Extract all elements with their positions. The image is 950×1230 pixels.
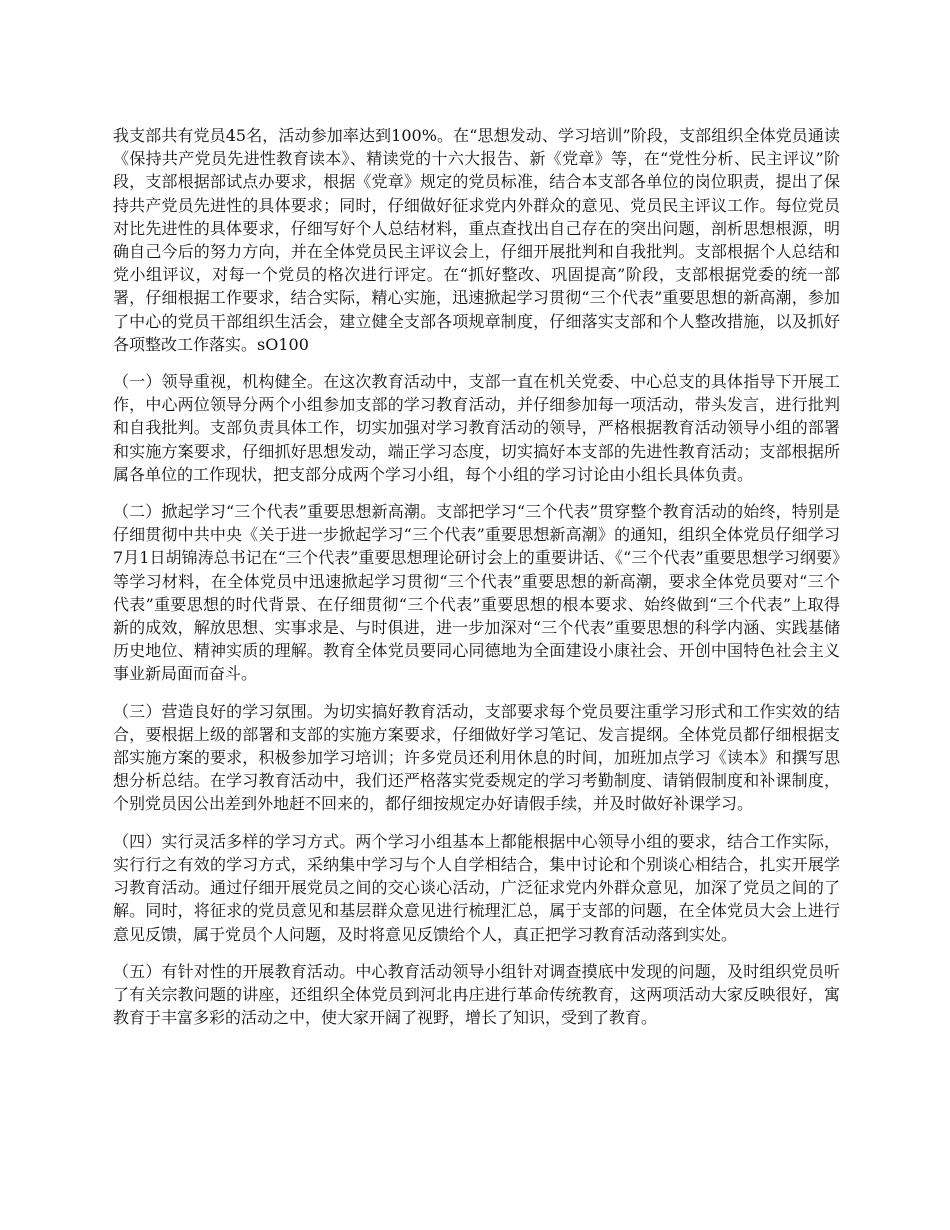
- paragraph-three-represents: （二）掀起学习“三个代表”重要思想新高潮。支部把学习“三个代表”贯穿整个教育活动的始终，特别是仔细贯彻中共中央《关于进一步掀起学习“三个代表”重要思想新高潮》的通知，组织全体党员仔细学习7月1日胡锦涛总书记在“三个代表”重要思想理论研讨会上的重要讲话、《“三个代表”重要思想学习纲要》等学习材料，在全体党员中迅速掀起学习贯彻“三个代表”重要思想的新高潮，要求全体党员要对“三个代表”重要思想的时代背景、在仔细贯彻“三个代表”重要思想的根本要求、始终做到“三个代表”上取得新的成效，解放思想、实事求是、与时俱进，进一步加深对“三个代表”重要思想的科学内涵、实践基储历史地位、精神实质的理解。教育全体党员要同心同德地为全面建设小康社会、开创中国特色社会主义事业新局面而奋斗。: [113, 502, 840, 684]
- paragraph-study-methods: （四）实行灵活多样的学习方式。两个学习小组基本上都能根据中心领导小组的要求，结合工作实际，实行行之有效的学习方式，采纳集中学习与个人自学相结合，集中讨论和个别谈心相结合，扎实开展学习教育活动。通过仔细开展党员之间的交心谈心活动，广泛征求党内外群众意见，加深了党员之间的了解。同时，将征求的党员意见和基层群众意见进行梳理汇总，属于支部的问题，在全体党员大会上进行意见反馈，属于党员个人问题，及时将意见反馈给个人，真正把学习教育活动落到实处。: [113, 831, 840, 944]
- paragraph-leadership: （一）领导重视，机构健全。在这次教育活动中，支部一直在机关党委、中心总支的具体指导下开展工作，中心两位领导分两个小组参加支部的学习教育活动，并仔细参加每一项活动，带头发言，进行批判和自我批判。支部负责具体工作，切实加强对学习教育活动的领导，严格根据教育活动领导小组的部署和实施方案要求，仔细抓好思想发动，端正学习态度，切实搞好本支部的先进性教育活动；支部根据所属各单位的工作现状，把支部分成两个学习小组，每个小组的学习讨论由小组长具体负责。: [113, 372, 840, 484]
- paragraph-targeted-activities: （五）有针对性的开展教育活动。中心教育活动领导小组针对调查摸底中发现的问题，及时组织党员听了有关宗教问题的讲座，还组织全体党员到河北冉庄进行革命传统教育，这两项活动大家反映很好，寓教育于丰富多彩的活动之中，使大家开阔了视野，增长了知识，受到了教育。: [113, 961, 840, 1028]
- paragraph-summary: 我支部共有党员45名，活动参加率达到100%。在“思想发动、学习培训”阶段，支部组织全体党员通读《保持共产党员先进性教育读本》、精读党的十六大报告、新《党章》等，在“党性分析、民主评议”阶段，支部根据部试点办要求，根据《党章》规定的党员标准，结合本支部各单位的岗位职责，提出了保持共产党员先进性的具体要求；同时，仔细做好征求党内外群众的意见、党员民主评议工作。每位党员对比先进性的具体要求，仔细写好个人总结材料，重点查找出自己存在的突出问题，剖析思想根源，明确自己今后的努力方向，并在全体党员民主评议会上，仔细开展批判和自我批判。支部根据个人总结和党小组评议，对每一个党员的格次进行评定。在“抓好整改、巩固提高”阶段，支部根据党委的统一部署，仔细根据工作要求，结合实际，精心实施，迅速掀起学习贯彻“三个代表”重要思想的新高潮，参加了中心的党员干部组织生活会，建立健全支部各项规章制度，仔细落实支部和个人整改措施，以及抓好各项整改工作落实。sO100: [113, 126, 840, 354]
- paragraph-study-atmosphere: （三）营造良好的学习氛围。为切实搞好教育活动，支部要求每个党员要注重学习形式和工作实效的结合，要根据上级的部署和支部的实施方案要求，仔细做好学习笔记、发言提纲。全体党员都仔细根据支部实施方案的要求，积极参加学习培训；许多党员还利用休息的时间，加班加点学习《读本》和撰写思想分析总结。在学习教育活动中，我们还严格落实党委规定的学习考勤制度、请销假制度和补课制度，个别党员因公出差到外地赶不回来的，都仔细按规定办好请假手续，并及时做好补课学习。: [113, 701, 840, 814]
- document-body: [113, 124, 840, 1043]
